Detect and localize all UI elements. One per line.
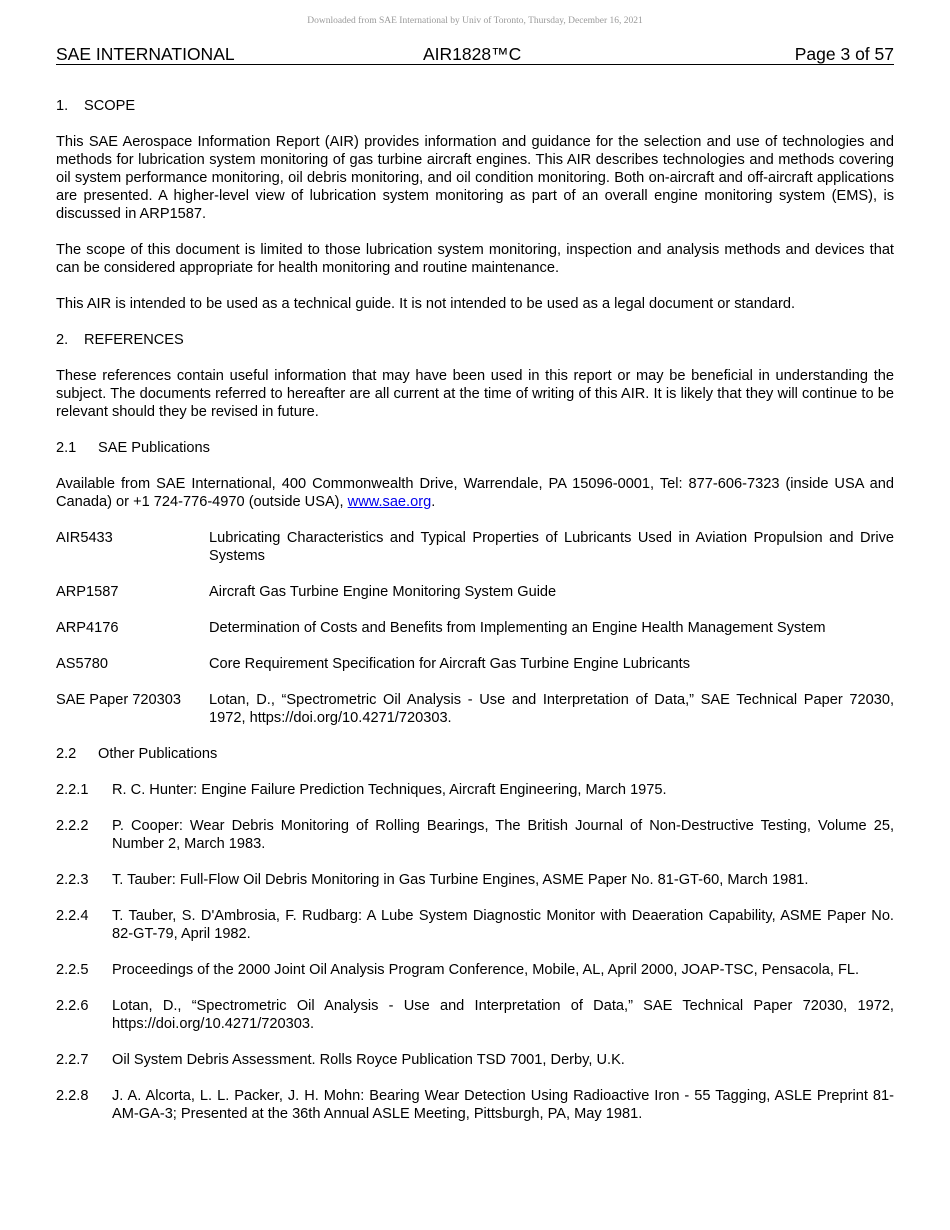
section-heading-references	[56, 331, 894, 349]
publication-text: Proceedings of the 2000 Joint Oil Analysis Program Conference, Mobile, AL, April 2000, JOAP-TSC, Pensacola, FL.	[112, 962, 860, 978]
publication-number: 2.2.7	[56, 1052, 89, 1068]
reference-id: ARP1587	[56, 584, 119, 600]
availability-paragraph	[56, 475, 894, 511]
publication-number: 2.2.4	[56, 908, 89, 924]
publication-number: 2.2.1	[56, 782, 89, 798]
paragraph: The scope of this document is limited to those lubrication system monitoring, inspection and analysis methods and devices that can be considered appropriate for health monitoring and routine maintenance.	[56, 242, 894, 276]
section-number: 2.2	[56, 746, 77, 762]
publication-text: Lotan, D., “Spectrometric Oil Analysis - Use and Interpretation of Data,” SAE Technical Paper 72030, 1972, https://doi.org/10.4271/720303.	[112, 998, 894, 1032]
section-title: Other Publications	[98, 746, 218, 762]
availability-end: .	[431, 494, 436, 510]
reference-row	[56, 583, 894, 601]
publication-item	[56, 1087, 894, 1123]
publication-item	[56, 1051, 894, 1069]
header-page-number: Page 3 of 57	[794, 44, 894, 64]
section-number: 1.	[56, 98, 69, 114]
publication-item	[56, 907, 894, 943]
reference-title: Lotan, D., “Spectrometric Oil Analysis - Use and Interpretation of Data,” SAE Technical Paper 72030, 1972, https://doi.org/10.4271/720303.	[209, 692, 894, 726]
download-watermark: Downloaded from SAE International by Univ of Toronto, Thursday, December 16, 2021	[307, 16, 643, 26]
section-heading-other-publications	[56, 745, 894, 763]
section-heading-scope	[56, 97, 894, 115]
reference-row	[56, 529, 894, 565]
publication-number: 2.2.3	[56, 872, 89, 888]
paragraph: This AIR is intended to be used as a technical guide. It is not intended to be used as a legal document or standard.	[56, 296, 796, 312]
publication-item	[56, 781, 894, 799]
section-heading-sae-publications	[56, 439, 894, 457]
reference-title: Core Requirement Specification for Aircraft Gas Turbine Engine Lubricants	[209, 656, 691, 672]
header-organization: SAE INTERNATIONAL	[56, 44, 235, 64]
paragraph: These references contain useful information that may have been used in this report or may be beneficial in understanding the subject. The documents referred to hereafter are all current at the time of writing of this AIR. It is likely that they will continue to be relevant should they be revised in future.	[56, 368, 894, 420]
reference-row	[56, 691, 894, 727]
section-title: SCOPE	[84, 98, 136, 114]
publication-number: 2.2.8	[56, 1088, 89, 1104]
reference-id: SAE Paper 720303	[56, 692, 181, 708]
section-title: SAE Publications	[98, 440, 210, 456]
publication-number: 2.2.2	[56, 818, 89, 834]
publication-item	[56, 817, 894, 853]
publication-text: P. Cooper: Wear Debris Monitoring of Rolling Bearings, The British Journal of Non-Destructive Testing, Volume 25, Number 2, March 1983.	[112, 818, 894, 852]
publication-text: T. Tauber: Full-Flow Oil Debris Monitoring in Gas Turbine Engines, ASME Paper No. 81-GT-60, March 1981.	[112, 872, 809, 888]
publication-text: T. Tauber, S. D'Ambrosia, F. Rudbarg: A Lube System Diagnostic Monitor with Deaeration Capability, ASME Paper No. 82-GT-79, April 1982.	[112, 908, 894, 942]
reference-id: AIR5433	[56, 530, 113, 546]
publication-text: Oil System Debris Assessment. Rolls Royce Publication TSD 7001, Derby, U.K.	[112, 1052, 625, 1068]
section-number: 2.1	[56, 440, 77, 456]
section-number: 2.	[56, 332, 69, 348]
publication-text: R. C. Hunter: Engine Failure Prediction Techniques, Aircraft Engineering, March 1975.	[112, 782, 667, 798]
paragraph: This SAE Aerospace Information Report (AIR) provides information and guidance for the selection and use of technologies and methods for lubrication system monitoring of gas turbine aircraft engines. This AIR describes technologies and methods covering oil system performance monitoring, oil debris monitoring, and oil condition monitoring. Both on-aircraft and off-aircraft applications are presented. A higher-level view of lubrication system monitoring as part of an overall engine monitoring system (EMS), is discussed in ARP1587.	[56, 134, 894, 222]
section-title: REFERENCES	[84, 332, 184, 348]
sae-website-link[interactable]: www.sae.org	[347, 494, 432, 510]
reference-id: AS5780	[56, 656, 108, 672]
reference-id: ARP4176	[56, 620, 119, 636]
reference-title: Determination of Costs and Benefits from Implementing an Engine Health Management System	[209, 620, 826, 636]
reference-title: Lubricating Characteristics and Typical Properties of Lubricants Used in Aviation Propulsion and Drive Systems	[209, 530, 894, 564]
page-header	[56, 44, 894, 65]
publication-item	[56, 871, 894, 889]
publication-item	[56, 961, 894, 979]
header-document-id: AIR1828™C	[423, 44, 522, 64]
publication-number: 2.2.6	[56, 998, 89, 1014]
publication-number: 2.2.5	[56, 962, 89, 978]
reference-title: Aircraft Gas Turbine Engine Monitoring System Guide	[209, 584, 557, 600]
reference-row	[56, 619, 894, 637]
document-body	[56, 97, 894, 1141]
publication-text: J. A. Alcorta, L. L. Packer, J. H. Mohn: Bearing Wear Detection Using Radioactive Iron - 55 Tagging, ASLE Preprint 81-AM-GA-3; Presented at the 36th Annual ASLE Meeting, Pittsburgh, PA, May 1981.	[112, 1088, 894, 1122]
availability-text: Available from SAE International, 400 Commonwealth Drive, Warrendale, PA 15096-0001, Tel: 877-606-7323 (inside USA and Canada) or +1 724-776-4970 (outside USA),	[56, 476, 894, 510]
reference-row	[56, 655, 894, 673]
publication-item	[56, 997, 894, 1033]
